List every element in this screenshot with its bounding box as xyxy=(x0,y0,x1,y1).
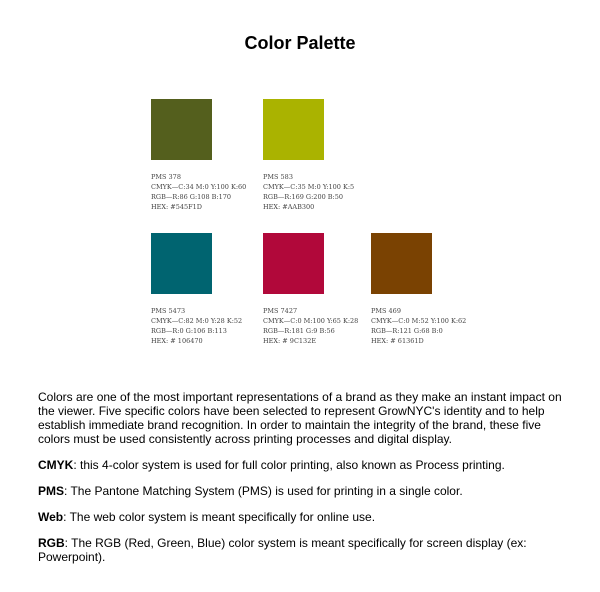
definition-text: : The Pantone Matching System (PMS) is used for printing in a single color. xyxy=(64,484,463,498)
definition-text: : The web color system is meant specifically for online use. xyxy=(63,510,376,524)
swatch-info-2 xyxy=(263,172,373,212)
definition-term: CMYK xyxy=(38,458,74,472)
cmyk-label: CMYK—C:82 M:0 Y:28 K:52 xyxy=(151,317,243,325)
definition-term: RGB xyxy=(38,536,65,550)
intro-paragraph: Colors are one of the most important representations of a brand as they make an instant impact on the viewer. Five specific colors have been selected to represent GrowNYC's identity and to help establish immediate brand recognition. In order to maintain the integrity of the brand, these five colors must be used consistently across printing processes and digital display. xyxy=(38,390,562,446)
hex-label: HEX: # 106470 xyxy=(151,337,203,345)
swatch-card-4 xyxy=(263,233,373,346)
color-swatch-1 xyxy=(151,99,212,160)
color-swatch-4 xyxy=(263,233,324,294)
body-text xyxy=(38,390,568,576)
color-swatch-2 xyxy=(263,99,324,160)
rgb-label: RGB—R:86 G:108 B:170 xyxy=(151,193,232,201)
pms-label: PMS 5473 xyxy=(151,307,186,315)
hex-label: HEX: # 61361D xyxy=(371,337,424,345)
swatch-card-1 xyxy=(151,99,261,212)
page-title: Color Palette xyxy=(244,33,356,53)
definition-web xyxy=(38,510,568,524)
cmyk-label: CMYK—C:0 M:100 Y:65 K:28 xyxy=(263,317,359,325)
hex-label: HEX: #AAB300 xyxy=(263,203,315,211)
definition-term: PMS xyxy=(38,484,65,498)
swatch-info-3 xyxy=(151,306,261,346)
swatch-info-4 xyxy=(263,306,373,346)
color-swatch-5 xyxy=(371,233,432,294)
color-swatch-3 xyxy=(151,233,212,294)
pms-label: PMS 7427 xyxy=(263,307,298,315)
hex-label: HEX: #545F1D xyxy=(151,203,203,211)
swatch-card-3 xyxy=(151,233,261,346)
definition-cmyk xyxy=(38,458,568,472)
hex-label: HEX: # 9C132E xyxy=(263,337,317,345)
pms-label: PMS 378 xyxy=(151,173,181,181)
rgb-label: RGB—R:181 G:9 B:56 xyxy=(263,327,335,335)
definition-rgb xyxy=(38,536,568,564)
swatch-info-1 xyxy=(151,172,261,212)
cmyk-label: CMYK—C:0 M:52 Y:100 K:62 xyxy=(371,317,467,325)
pms-label: PMS 469 xyxy=(371,307,401,315)
rgb-label: RGB—R:169 G:200 B:50 xyxy=(263,193,344,201)
swatch-card-2 xyxy=(263,99,373,212)
rgb-label: RGB—R:0 G:106 B:113 xyxy=(151,327,227,335)
rgb-label: RGB—R:121 G:68 B:0 xyxy=(371,327,443,335)
swatch-info-5 xyxy=(371,306,481,346)
pms-label: PMS 583 xyxy=(263,173,293,181)
definition-text: : The RGB (Red, Green, Blue) color system is meant specifically for screen display (ex: Powerpoint). xyxy=(38,536,527,564)
definition-text: : this 4-color system is used for full color printing, also known as Process printing. xyxy=(73,458,505,472)
swatch-card-5 xyxy=(371,233,481,346)
cmyk-label: CMYK—C:35 M:0 Y:100 K:5 xyxy=(263,183,355,191)
definition-term: Web xyxy=(38,510,64,524)
definition-pms xyxy=(38,484,568,498)
cmyk-label: CMYK—C:34 M:0 Y:100 K:60 xyxy=(151,183,247,191)
